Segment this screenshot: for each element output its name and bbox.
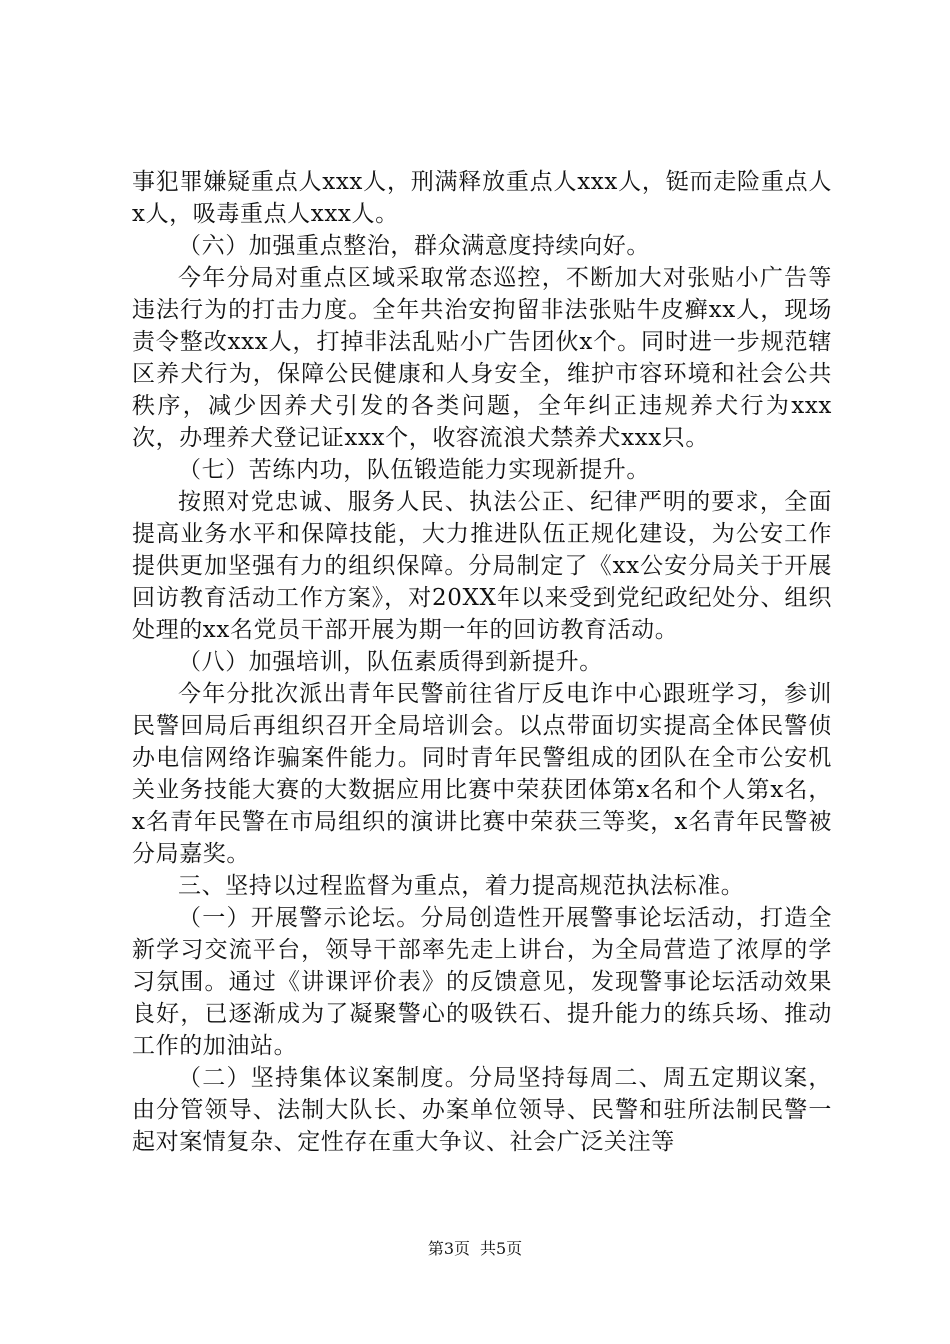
paragraph-10: （二）坚持集体议案制度。分局坚持每周二、周五定期议案，由分管领导、法制大队长、办案单位领导、民警和驻所法制民警一起对案情复杂、定性存在重大争议、社会广泛关注等: [132, 1065, 832, 1155]
document-body: [132, 166, 832, 1158]
paragraph-7: 今年分批次派出青年民警前往省厅反电诈中心跟班学习，参训民警回局后再组织召开全局培训会。以点带面切实提高全体民警侦办电信网络诈骗案件能力。同时青年民警组成的团队在全市公安机关业务技能大赛的大数据应用比赛中荣获团体第x名和个人第x名，x名青年民警在市局组织的演讲比赛中荣获三等奖，x名青年民警被分局嘉奖。: [132, 681, 832, 867]
paragraph-5: 按照对党忠诚、服务人民、执法公正、纪律严明的要求，全面提高业务水平和保障技能，大力推进队伍正规化建设，为公安工作提供更加坚强有力的组织保障。分局制定了《xx公安分局关于开展回访教育活动工作方案》，对20XX年以来受到党纪政纪处分、组织处理的xx名党员干部开展为期一年的回访教育活动。: [132, 489, 832, 643]
page-total: 共5页: [480, 1239, 523, 1258]
page-footer: [0, 1238, 950, 1260]
paragraph-2-heading: （六）加强重点整治，群众满意度持续向好。: [178, 233, 650, 259]
paragraph-6-heading: （八）加强培训，队伍素质得到新提升。: [178, 649, 603, 675]
paragraph-1: 事犯罪嫌疑重点人xxx人，刑满释放重点人xxx人，铤而走险重点人x人，吸毒重点人xxx人。: [132, 169, 832, 227]
paragraph-4-heading: （七）苦练内功，队伍锻造能力实现新提升。: [178, 457, 650, 483]
paragraph-8-heading: 三、坚持以过程监督为重点，着力提高规范执法标准。: [178, 873, 745, 899]
paragraph-3: 今年分局对重点区域采取常态巡控，不断加大对张贴小广告等违法行为的打击力度。全年共治安拘留非法张贴牛皮癣xx人，现场责令整改xxx人，打掉非法乱贴小广告团伙x个。同时进一步规范辖区养犬行为，保障公民健康和人身安全，维护市容环境和社会公共秩序，减少因养犬引发的各类问题，全年纠正违规养犬行为xxx次，办理养犬登记证xxx个，收容流浪犬禁养犬xxx只。: [132, 265, 832, 451]
paragraph-9: （一）开展警示论坛。分局创造性开展警事论坛活动，打造全新学习交流平台，领导干部率先走上讲台，为全局营造了浓厚的学习氛围。通过《讲课评价表》的反馈意见，发现警事论坛活动效果良好，已逐渐成为了凝聚警心的吸铁石、提升能力的练兵场、推动工作的加油站。: [132, 905, 832, 1059]
page-number: 第3页: [427, 1239, 470, 1258]
